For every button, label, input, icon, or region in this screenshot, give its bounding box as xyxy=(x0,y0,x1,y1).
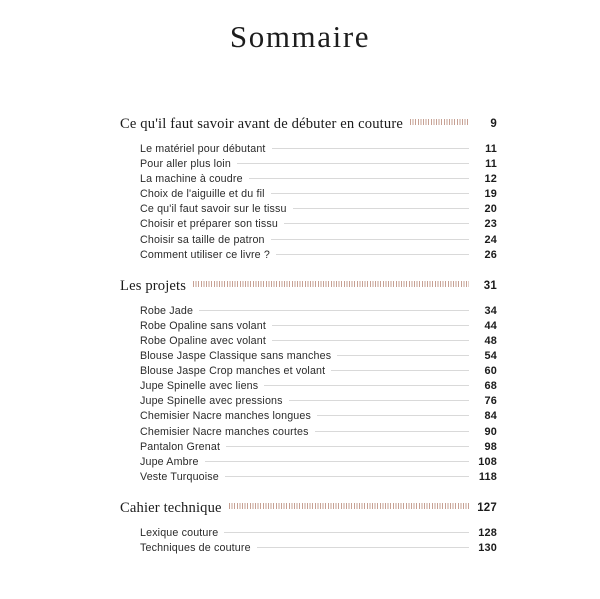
toc-entry-label: Choisir et préparer son tissu xyxy=(140,218,279,231)
toc-entry-label: Techniques de couture xyxy=(140,541,251,554)
toc-section-heading-row[interactable] xyxy=(0,278,600,300)
solid-leader-line xyxy=(317,415,469,416)
toc-entry[interactable] xyxy=(0,305,600,320)
toc-item-list xyxy=(0,143,600,264)
toc-entry-page-number: 11 xyxy=(485,143,497,155)
toc-entry-label: Jupe Spinelle avec pressions xyxy=(140,395,283,408)
toc-entry-page-number: 26 xyxy=(484,248,497,261)
toc-entry-page-number: 118 xyxy=(478,470,497,483)
solid-leader-line xyxy=(271,193,469,194)
toc-entry[interactable] xyxy=(0,218,600,233)
toc-entry-page-number: 60 xyxy=(484,365,497,378)
toc-entry[interactable] xyxy=(0,365,600,380)
toc-entry-label: Jupe Ambre xyxy=(140,455,199,468)
toc-entry-page-number: 12 xyxy=(484,173,497,186)
toc-entry[interactable] xyxy=(0,143,600,158)
toc-entry-label: La machine à coudre xyxy=(140,173,243,186)
toc-entry[interactable] xyxy=(0,203,600,218)
solid-leader-line xyxy=(315,431,469,432)
toc-entry-page-number: 34 xyxy=(484,304,497,317)
toc-entry-page-number: 130 xyxy=(478,541,497,554)
solid-leader-line xyxy=(272,340,469,341)
toc-entry-label: Blouse Jaspe Classique sans manches xyxy=(140,350,332,363)
toc-entry-label: Chemisier Nacre manches courtes xyxy=(140,425,309,438)
solid-leader-line xyxy=(331,370,469,371)
toc-entry-label: Robe Jade xyxy=(140,304,194,317)
toc-entry[interactable] xyxy=(0,380,600,395)
toc-entry-page-number: 76 xyxy=(484,395,497,408)
toc-entry-label: Pantalon Grenat xyxy=(140,440,221,453)
solid-leader-line xyxy=(226,446,469,447)
toc-entry[interactable] xyxy=(0,456,600,471)
toc-entry[interactable] xyxy=(0,471,600,486)
toc-entry[interactable] xyxy=(0,234,600,249)
toc-entry-label: Le matériel pour débutant xyxy=(140,143,266,155)
toc-entry-page-number: 44 xyxy=(484,319,497,332)
toc-section xyxy=(0,500,600,557)
toc-entry-label: Blouse Jaspe Crop manches et volant xyxy=(140,365,326,378)
toc-entry-page-number: 84 xyxy=(484,410,497,423)
toc-section-page-number: 9 xyxy=(490,118,497,130)
toc-section-heading-row[interactable] xyxy=(0,116,600,138)
toc-entry-label: Lexique couture xyxy=(140,526,219,539)
toc-item-list xyxy=(0,305,600,486)
dotted-leader-line xyxy=(193,281,469,287)
toc-entry-label: Comment utiliser ce livre ? xyxy=(140,248,270,261)
toc-section xyxy=(0,116,600,264)
toc-entry-label: Robe Opaline avec volant xyxy=(140,334,266,347)
toc-entry[interactable] xyxy=(0,426,600,441)
solid-leader-line xyxy=(272,325,469,326)
toc-entry[interactable] xyxy=(0,542,600,557)
toc-entry[interactable] xyxy=(0,188,600,203)
toc-entry[interactable] xyxy=(0,441,600,456)
toc-section-heading-label: Les projets xyxy=(120,277,187,294)
solid-leader-line xyxy=(249,178,469,179)
dotted-leader-line xyxy=(229,503,469,509)
toc-entry-label: Choix de l'aiguille et du fil xyxy=(140,188,265,201)
toc-entry[interactable] xyxy=(0,350,600,365)
solid-leader-line xyxy=(199,310,469,311)
solid-leader-line xyxy=(293,208,469,209)
toc-entry-page-number: 19 xyxy=(484,188,497,201)
solid-leader-line xyxy=(271,239,469,240)
toc-entry-page-number: 90 xyxy=(484,425,497,438)
solid-leader-line xyxy=(224,532,469,533)
solid-leader-line xyxy=(337,355,469,356)
toc-entry-page-number: 48 xyxy=(484,334,497,347)
toc-entry-page-number: 23 xyxy=(484,218,497,231)
toc-entry[interactable] xyxy=(0,335,600,350)
toc-section-heading-label: Ce qu'il faut savoir avant de débuter en couture xyxy=(120,116,403,132)
toc-entry[interactable] xyxy=(0,320,600,335)
toc-section-page-number: 127 xyxy=(477,501,497,514)
toc-entry-page-number: 11 xyxy=(485,158,497,171)
toc-entry-label: Ce qu'il faut savoir sur le tissu xyxy=(140,203,287,216)
solid-leader-line xyxy=(276,254,469,255)
solid-leader-line xyxy=(225,476,469,477)
toc-entry-page-number: 128 xyxy=(478,526,497,539)
toc-entry-label: Jupe Spinelle avec liens xyxy=(140,380,259,393)
solid-leader-line xyxy=(237,163,469,164)
toc-entry-page-number: 20 xyxy=(484,203,497,216)
toc-entry-page-number: 68 xyxy=(484,380,497,393)
toc-entry-page-number: 108 xyxy=(478,455,497,468)
toc-entry[interactable] xyxy=(0,173,600,188)
toc-section xyxy=(0,278,600,486)
toc-entry-page-number: 54 xyxy=(484,350,497,363)
solid-leader-line xyxy=(257,547,469,548)
toc-entry-page-number: 98 xyxy=(484,440,497,453)
solid-leader-line xyxy=(284,223,469,224)
toc-entry[interactable] xyxy=(0,410,600,425)
toc-entry-label: Pour aller plus loin xyxy=(140,158,231,171)
table-of-contents xyxy=(0,116,600,557)
page-title: Sommaire xyxy=(229,19,371,54)
solid-leader-line xyxy=(264,385,469,386)
toc-entry-label: Veste Turquoise xyxy=(140,470,219,483)
toc-entry-label: Chemisier Nacre manches longues xyxy=(140,410,311,423)
toc-entry[interactable] xyxy=(0,249,600,264)
solid-leader-line xyxy=(272,148,469,149)
toc-entry-label: Choisir sa taille de patron xyxy=(140,233,265,246)
toc-entry-label: Robe Opaline sans volant xyxy=(140,319,266,332)
toc-entry-page-number: 24 xyxy=(484,233,497,246)
toc-section-heading-row[interactable] xyxy=(0,500,600,522)
toc-section-heading-label: Cahier technique xyxy=(120,499,222,516)
toc-section-page-number: 31 xyxy=(483,279,497,292)
toc-item-list xyxy=(0,527,600,557)
dotted-leader-line xyxy=(410,119,469,125)
toc-entry[interactable] xyxy=(0,158,600,173)
solid-leader-line xyxy=(205,461,469,462)
toc-entry[interactable] xyxy=(0,527,600,542)
solid-leader-line xyxy=(289,400,469,401)
toc-entry[interactable] xyxy=(0,395,600,410)
